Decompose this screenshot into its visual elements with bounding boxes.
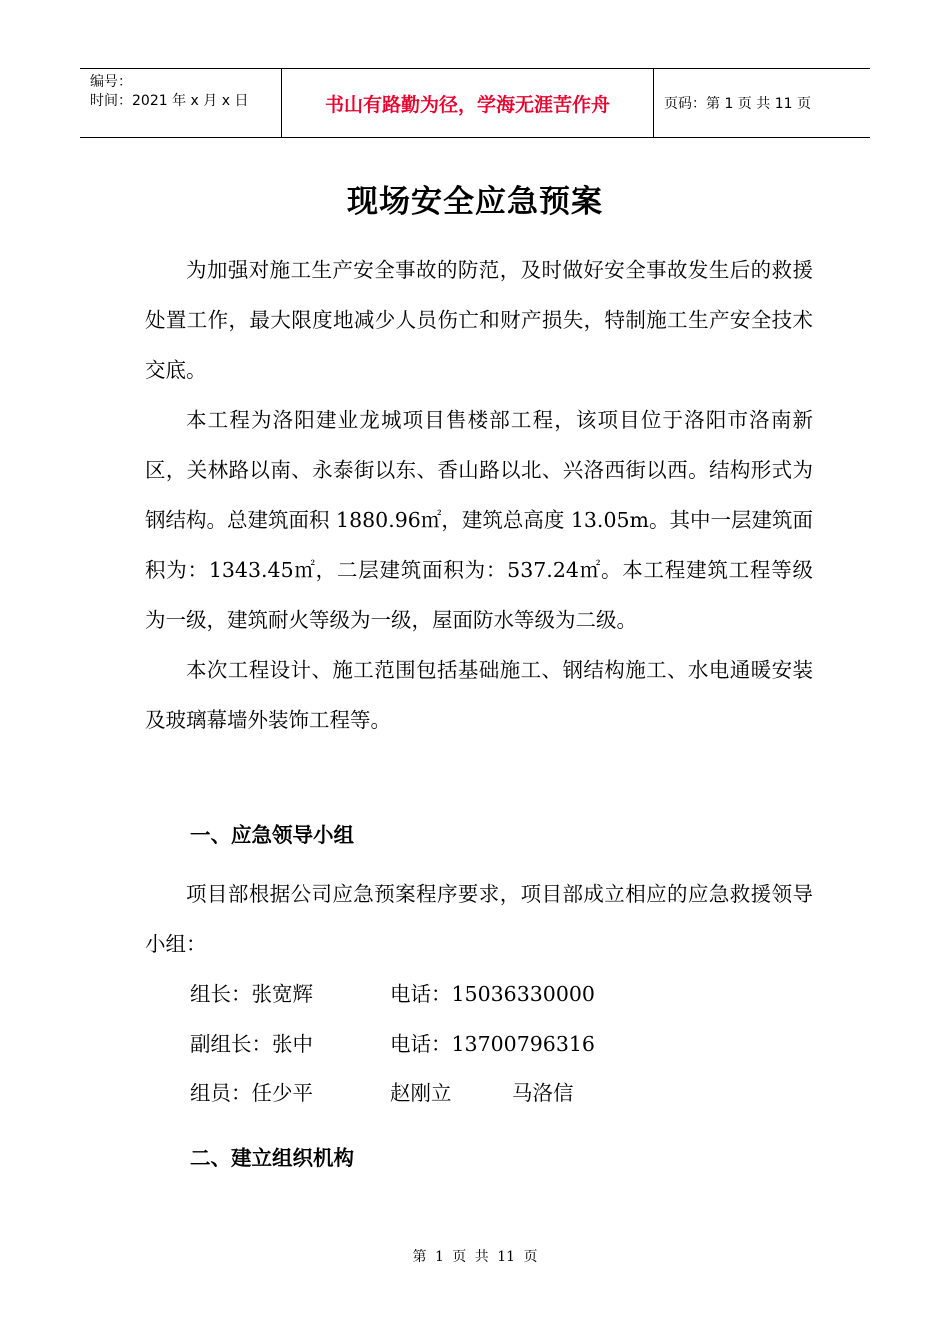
- paragraph: 为加强对施工生产安全事故的防范，及时做好安全事故发生后的救援处置工作，最大限度地减少人员伤亡和财产损失，特制施工生产安全技术交底。: [145, 258, 813, 382]
- header-meta: [80, 69, 282, 137]
- leader-phone: 电话：15036330000: [390, 982, 595, 1006]
- header-motto: 书山有路勤为径，学海无涯苦作舟: [282, 69, 654, 137]
- paragraph: 本次工程设计、施工范围包括基础施工、钢结构施工、水电通暖安装及玻璃幕墙外装饰工程等。: [145, 658, 813, 732]
- member-name: 赵刚立: [390, 1081, 452, 1105]
- deputy-phone: 电话：13700796316: [390, 1032, 595, 1056]
- time-label: 时间：2021 年 x 月 x 日: [90, 93, 249, 109]
- leader-name: 组长：张宽辉: [190, 982, 313, 1006]
- member-name: 组员：任少平: [190, 1081, 313, 1105]
- number-label: 编号：: [90, 74, 132, 90]
- intro-paragraphs: [145, 245, 813, 745]
- member-name: 马洛信: [512, 1081, 574, 1105]
- paragraph: 项目部根据公司应急预案程序要求，项目部成立相应的应急救援领导小组：: [145, 882, 813, 956]
- paragraph: 本工程为洛阳建业龙城项目售楼部工程，该项目位于洛阳市洛南新区，关林路以南、永泰街以东、香山路以北、兴洛西街以西。结构形式为钢结构。总建筑面积 1880.96㎡，建筑总高度 13.05m。其中一层建筑面积为：1343.45㎡，二层建筑面积为：537.24㎡。本工程建筑工程等级为一级，建筑耐火等级为一级，屋面防水等级为二级。: [145, 408, 813, 632]
- document-title: 现场安全应急预案: [347, 184, 603, 220]
- section-heading: 二、建立组织机构: [190, 1146, 354, 1170]
- document-header: [80, 68, 870, 138]
- header-page-label: 页码：第 1 页 共 11 页: [664, 96, 811, 112]
- page-footer: 第 1 页 共 11 页: [412, 1249, 538, 1265]
- section1-intro: [145, 869, 813, 969]
- section-heading: 一、应急领导小组: [190, 823, 354, 847]
- deputy-name: 副组长：张中: [190, 1032, 313, 1056]
